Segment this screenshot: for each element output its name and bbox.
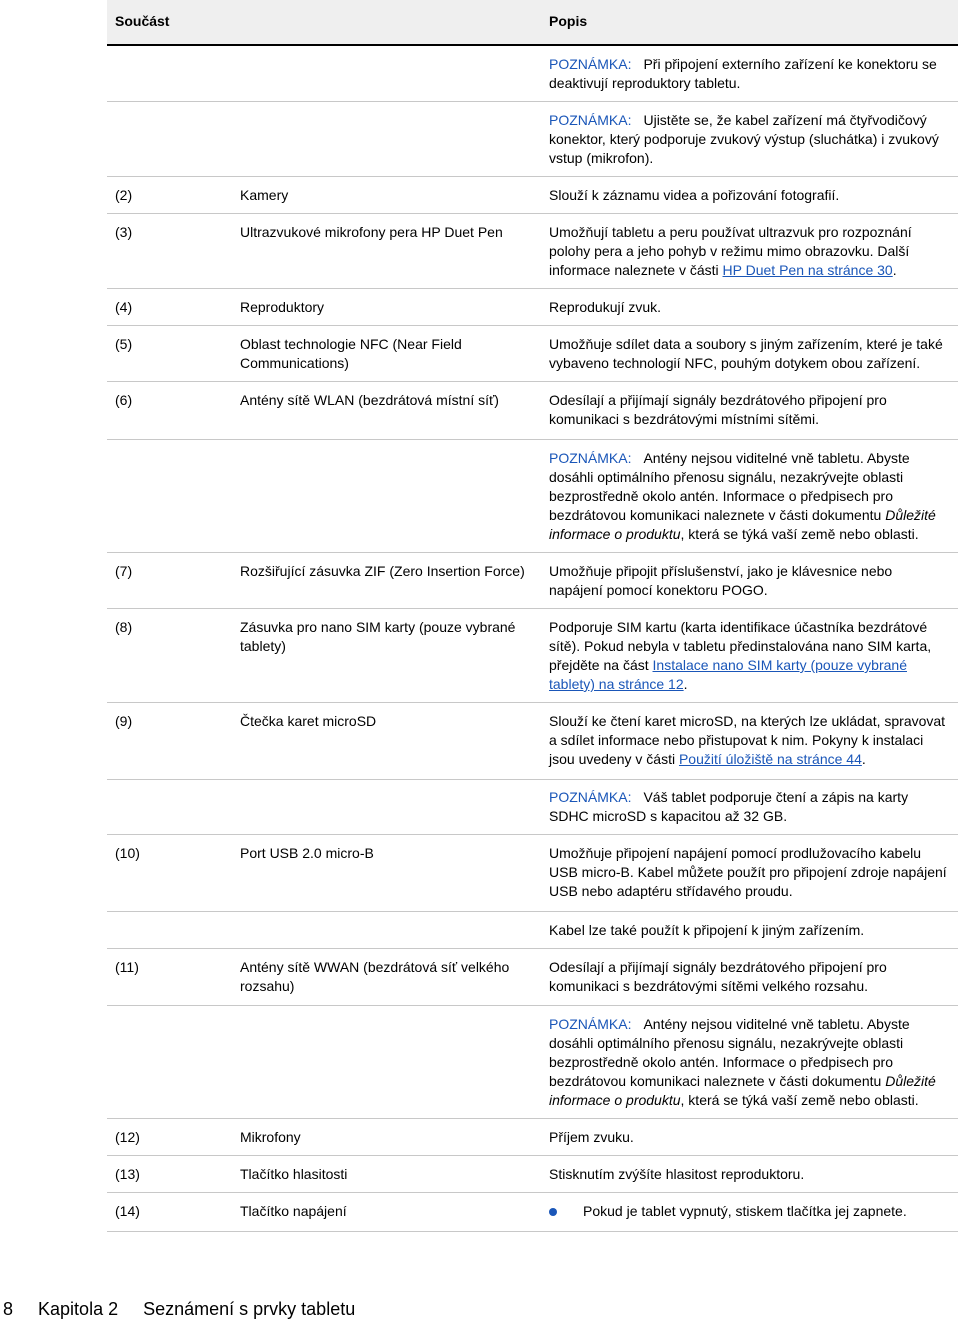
component-name: Tlačítko hlasitosti — [240, 1166, 348, 1182]
component-description — [549, 1015, 949, 1110]
table-row — [107, 326, 958, 382]
component-description — [549, 958, 949, 996]
description-text: Odesílají a přijímají signály bezdrátového připojení pro komunikaci s bezdrátovými místními sítěmi. — [549, 392, 887, 427]
component-description — [549, 111, 949, 168]
table-row-continuation — [107, 1006, 958, 1119]
component-name: Tlačítko napájení — [240, 1203, 347, 1219]
note-text: Při připojení externího zařízení ke konektoru se deaktivují reproduktory tabletu. — [549, 56, 937, 91]
component-name: Čtečka karet microSD — [240, 713, 377, 729]
page-number: 8 — [3, 1299, 14, 1319]
page-footer — [3, 1299, 375, 1320]
component-description — [549, 562, 949, 600]
row-number: (4) — [115, 299, 133, 315]
document-title: Důležité informace o produktu — [549, 507, 936, 542]
table-row-continuation — [107, 102, 958, 177]
description-text: Slouží ke čtení karet microSD, na kterých lze ukládat, spravovat a sdílet informace nebo přistupovat k nim. Pokyny k instalaci jsou uvedeny v části — [549, 713, 946, 767]
row-number: (11) — [115, 959, 139, 975]
component-description — [549, 1128, 949, 1147]
header-component: Součást — [115, 13, 170, 29]
chapter-label: Kapitola 2 — [38, 1299, 119, 1319]
note-text: Antény nejsou viditelné vně tabletu. Abyste dosáhli optimálního přenosu signálu, nezakrývejte oblasti bezprostředně okolo antén. Informace o předpisech pro bezdrátovou komunikaci naleznete v části dokumentu — [549, 450, 910, 523]
component-description — [549, 1165, 949, 1184]
description-text: Umožňuje připojit příslušenství, jako je klávesnice nebo napájení pomocí konektoru POGO. — [549, 563, 893, 598]
note-text: Ujistěte se, že kabel zařízení má čtyřvodičový konektor, který podporuje zvukový výstup (sluchátka) i zvukový vstup (mikrofon). — [549, 112, 939, 166]
table-row-continuation — [107, 46, 958, 102]
note-label: POZNÁMKA: — [549, 56, 632, 72]
table-row — [107, 177, 958, 214]
component-name: Kamery — [240, 187, 289, 203]
table-row — [107, 553, 958, 609]
description-tail: . — [892, 262, 897, 278]
component-name: Port USB 2.0 micro-B — [240, 845, 374, 861]
row-number: (5) — [115, 336, 133, 352]
document-title: Důležité informace o produktu — [549, 1073, 936, 1108]
description-text: Umožňuje připojení napájení pomocí prodlužovacího kabelu USB micro-B. Kabel můžete použít pro připojení zdroje napájení USB nebo adaptéru střídavého proudu. — [549, 845, 947, 899]
table-body — [107, 46, 958, 1232]
row-number: (14) — [115, 1203, 140, 1219]
cross-reference-link[interactable]: Použití úložiště na stránce 44 — [678, 751, 862, 767]
note-label: POZNÁMKA: — [549, 450, 632, 466]
component-name: Zásuvka pro nano SIM karty (pouze vybrané tablety) — [240, 619, 516, 654]
table-header — [107, 0, 958, 44]
table-row — [107, 609, 958, 703]
description-text: Slouží k záznamu videa a pořizování fotografií. — [549, 187, 840, 203]
component-description — [549, 712, 949, 769]
component-description — [549, 449, 949, 544]
component-description — [549, 1202, 949, 1221]
description-text: Umožňuje sdílet data a soubory s jiným zařízením, které je také vybaveno technologií NFC, pouhým dotykem obou zařízení. — [549, 336, 943, 371]
bullet-icon — [549, 1208, 557, 1216]
table-row — [107, 289, 958, 326]
component-name: Rozšiřující zásuvka ZIF (Zero Insertion Force) — [240, 563, 525, 579]
component-name: Antény sítě WLAN (bezdrátová místní síť) — [240, 392, 499, 408]
note-text: Váš tablet podporuje čtení a zápis na karty SDHC microSD s kapacitou až 32 GB. — [549, 789, 909, 824]
note-text: Antény nejsou viditelné vně tabletu. Abyste dosáhli optimálního přenosu signálu, nezakrývejte oblasti bezprostředně okolo antén. Informace o předpisech pro bezdrátovou komunikaci naleznete v části dokumentu — [549, 1016, 910, 1089]
component-description — [549, 55, 949, 93]
description-text: Kabel lze také použít k připojení k jiným zařízením. — [549, 922, 865, 938]
chapter-title: Seznámení s prvky tabletu — [143, 1299, 356, 1319]
component-description — [549, 391, 949, 429]
row-number: (3) — [115, 224, 133, 240]
table-row-continuation — [107, 780, 958, 835]
table-row — [107, 382, 958, 440]
description-text: Podporuje SIM kartu (karta identifikace účastníka bezdrátové sítě). Pokud nebyla v tabletu předinstalována nano SIM karta, přejděte na část — [549, 619, 932, 673]
description-text: Příjem zvuku. — [549, 1129, 634, 1145]
description-text: Odesílají a přijímají signály bezdrátového připojení pro komunikaci s bezdrátovými sítěmi velkého rozsahu. — [549, 959, 887, 994]
component-table — [107, 0, 958, 1232]
note-tail: , která se týká vaší země nebo oblasti. — [680, 526, 919, 542]
description-text: Reprodukují zvuk. — [549, 299, 662, 315]
table-row — [107, 1156, 958, 1193]
description-text: Umožňují tabletu a peru používat ultrazvuk pro rozpoznání polohy pera a jeho pohyb v režimu mimo obrazovku. Další informace naleznete v části — [549, 224, 912, 278]
note-tail: , která se týká vaší země nebo oblasti. — [680, 1092, 919, 1108]
row-number: (10) — [115, 845, 140, 861]
component-name: Mikrofony — [240, 1129, 301, 1145]
cross-reference-link[interactable]: Instalace nano SIM karty (pouze vybrané tablety) na stránce 12 — [549, 657, 907, 692]
cross-reference-link[interactable]: HP Duet Pen na stránce 30 — [722, 262, 893, 278]
component-name: Antény sítě WWAN (bezdrátová síť velkého rozsahu) — [240, 959, 510, 994]
component-name: Reproduktory — [240, 299, 325, 315]
component-description — [549, 788, 949, 826]
table-row-continuation — [107, 440, 958, 553]
component-description — [549, 186, 949, 205]
component-name: Ultrazvukové mikrofony pera HP Duet Pen — [240, 224, 503, 240]
description-tail: . — [861, 751, 866, 767]
row-number: (7) — [115, 563, 133, 579]
description-text: Pokud je tablet vypnutý, stiskem tlačítka jej zapnete. — [583, 1203, 907, 1219]
row-number: (13) — [115, 1166, 140, 1182]
note-label: POZNÁMKA: — [549, 789, 632, 805]
row-number: (6) — [115, 392, 133, 408]
component-name: Oblast technologie NFC (Near Field Communications) — [240, 336, 462, 371]
description-text: Stisknutím zvýšíte hlasitost reproduktoru. — [549, 1166, 805, 1182]
table-row — [107, 949, 958, 1006]
note-label: POZNÁMKA: — [549, 112, 632, 128]
note-label: POZNÁMKA: — [549, 1016, 632, 1032]
description-tail: . — [683, 676, 688, 692]
header-description: Popis — [549, 13, 588, 29]
row-number: (12) — [115, 1129, 140, 1145]
row-number: (8) — [115, 619, 133, 635]
table-row-continuation — [107, 912, 958, 949]
row-number: (9) — [115, 713, 133, 729]
component-description — [549, 298, 949, 317]
table-row — [107, 1193, 958, 1232]
row-number: (2) — [115, 187, 133, 203]
component-description — [549, 335, 949, 373]
table-row — [107, 214, 958, 289]
table-row — [107, 703, 958, 780]
component-description — [549, 844, 949, 901]
component-description — [549, 921, 949, 940]
component-description — [549, 223, 949, 280]
table-row — [107, 1119, 958, 1156]
table-row — [107, 835, 958, 912]
component-description — [549, 618, 949, 694]
